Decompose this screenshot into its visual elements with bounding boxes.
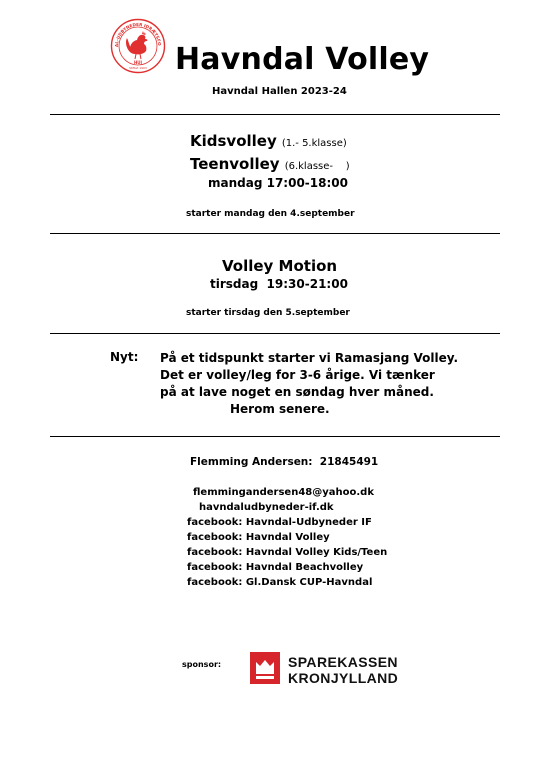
contact-facebook: facebook: Gl.Dansk CUP-Havndal — [187, 577, 373, 588]
divider — [50, 114, 500, 115]
news-line: på at lave noget en søndag hver måned. — [160, 385, 434, 399]
news-label: Nyt: — [110, 350, 139, 364]
contact-facebook: facebook: Havndal Volley — [187, 532, 330, 543]
kids-teen-start-date: starter mandag den 4.september — [186, 209, 355, 219]
sponsor-label: sponsor: — [182, 660, 222, 669]
page-subtitle: Havndal Hallen 2023-24 — [212, 86, 347, 97]
kidsvolley-note: (1.- 5.klasse) — [281, 138, 347, 149]
kidsvolley-label: Kidsvolley — [190, 132, 277, 150]
contact-website: havndaludbyneder-if.dk — [199, 502, 334, 513]
divider — [50, 233, 500, 234]
kids-teen-schedule: mandag 17:00-18:00 — [208, 176, 348, 190]
contact-facebook: facebook: Havndal-Udbyneder IF — [187, 517, 372, 528]
teenvolley-note: (6.klasse- ) — [284, 161, 350, 172]
contact-facebook: facebook: Havndal Beachvolley — [187, 562, 364, 573]
volley-motion-title: Volley Motion — [222, 257, 338, 275]
sponsor-name-line2: KRONJYLLAND — [288, 670, 399, 686]
volley-motion-schedule: tirsdag 19:30-21:00 — [210, 277, 348, 291]
sponsor-name-line1: SPAREKASSEN — [288, 654, 398, 670]
svg-text:HAVNDAL-UDBYNEDER IDRÆTSFORENI: AL-UDBYNEDER IDRÆTSFO — [113, 21, 163, 48]
contact-email: flemmingandersen48@yahoo.dk — [193, 487, 374, 498]
divider — [50, 333, 500, 334]
news-line: Det er volley/leg for 3-6 årige. Vi tænker — [160, 368, 435, 382]
svg-text:HUI: HUI — [133, 60, 143, 65]
teenvolley-label: Teenvolley — [190, 155, 280, 173]
contact-name-phone: Flemming Andersen: 21845491 — [190, 456, 379, 468]
teenvolley-line — [190, 154, 350, 173]
divider — [50, 436, 500, 437]
club-logo-rooster-icon — [110, 18, 166, 74]
news-text — [160, 350, 458, 418]
volley-motion-start-date: starter tirsdag den 5.september — [186, 308, 350, 318]
svg-text:Stiftet 1903: Stiftet 1903 — [129, 66, 147, 70]
page-title: Havndal Volley — [175, 42, 430, 77]
kidsvolley-line — [190, 131, 347, 150]
news-line: På et tidspunkt starter vi Ramasjang Volley. — [160, 351, 459, 365]
sparekassen-crown-icon — [250, 652, 280, 684]
news-line: Herom senere. — [230, 402, 330, 416]
contact-facebook: facebook: Havndal Volley Kids/Teen — [187, 547, 388, 558]
sponsor-name — [288, 654, 398, 686]
contact-list — [187, 485, 387, 590]
